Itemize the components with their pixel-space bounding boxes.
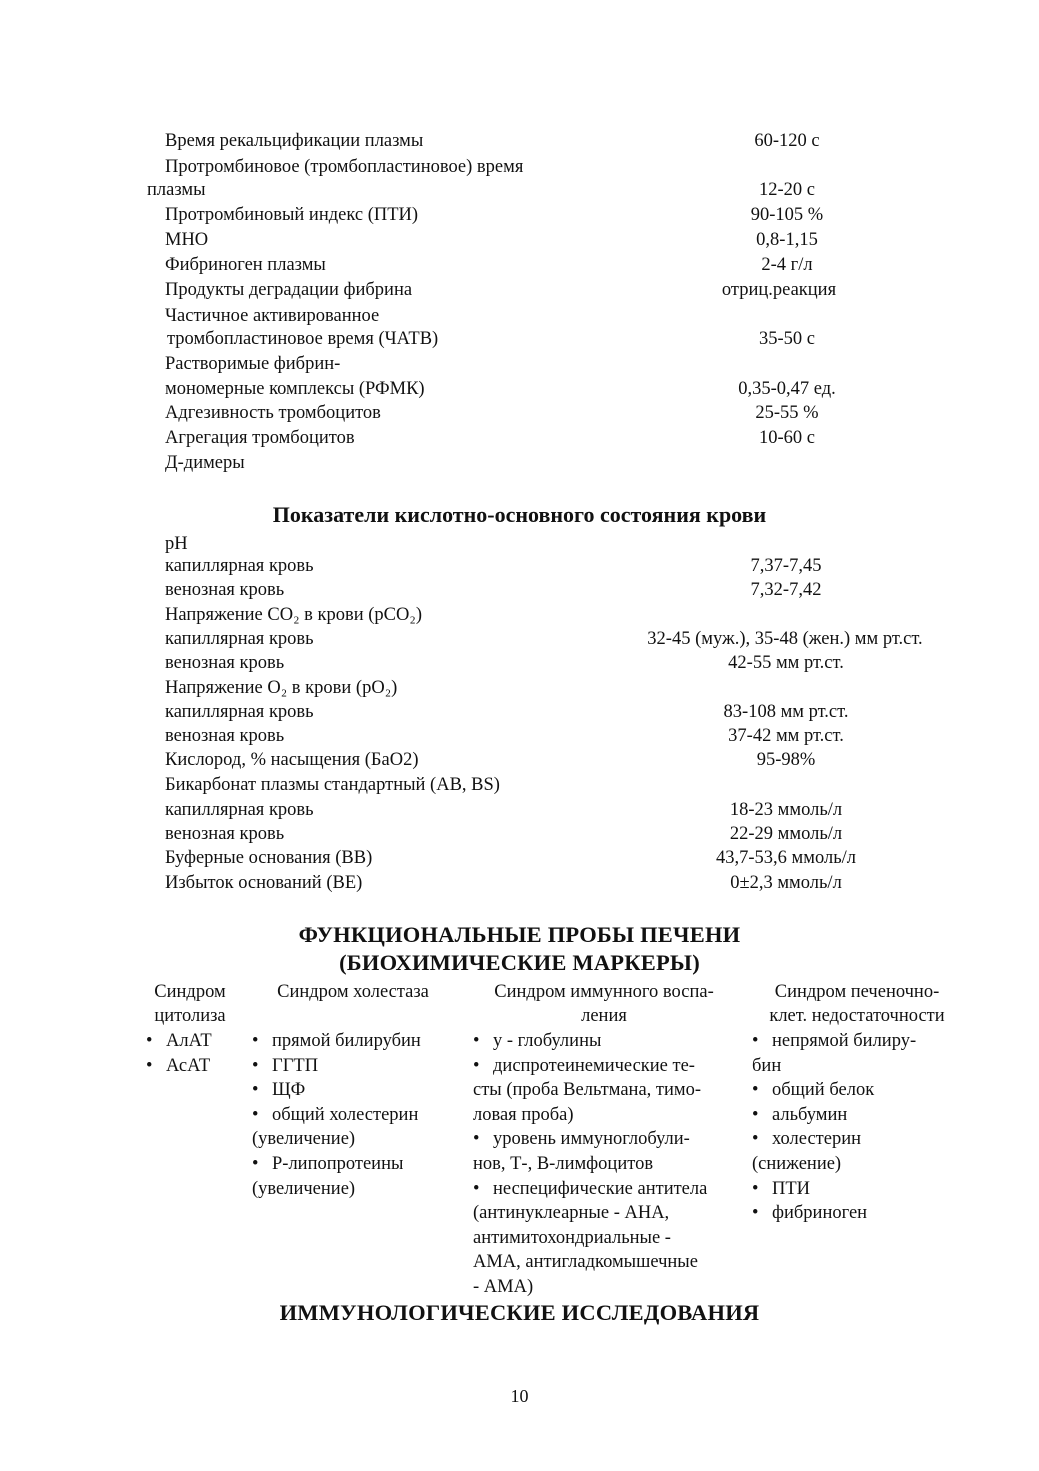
liver-column-header: Синдром иммунного воспа-	[494, 982, 714, 1002]
acid-row	[0, 651, 1039, 677]
liver-marker-text: холестерин	[772, 1129, 862, 1150]
acid-row	[0, 700, 1039, 726]
acid-label: капиллярная кровь	[165, 702, 314, 722]
coag-label: Адгезивность тромбоцитов	[165, 403, 381, 423]
liver-marker-item	[146, 1029, 212, 1054]
liver-marker-text: (увеличение)	[252, 1178, 356, 1199]
coag-label: Время рекальцификации плазмы	[165, 131, 424, 151]
acid-label: Кислород, % насыщения (БаО2)	[165, 750, 419, 770]
coag-row	[0, 327, 1039, 353]
bullet-icon: •	[752, 1203, 759, 1224]
liver-marker-item	[752, 1103, 847, 1128]
coag-label: тромбопластиновое время (ЧАТВ)	[167, 329, 439, 349]
liver-column-header: Синдром печеночно-	[774, 982, 940, 1002]
coag-label: мономерные комплексы (РФМК)	[165, 379, 425, 399]
acid-row	[0, 627, 1039, 653]
acid-label: венозная кровь	[165, 653, 285, 673]
bullet-icon: •	[252, 1055, 259, 1076]
bullet-icon: •	[146, 1031, 153, 1051]
liver-marker-item	[473, 1152, 653, 1177]
liver-marker-item	[473, 1250, 698, 1275]
liver-marker-text: сты (проба Вельтмана, тимо-	[473, 1080, 702, 1101]
coag-value: 90-105 %	[750, 205, 824, 225]
liver-column-header: клет. недостаточности	[769, 1006, 945, 1026]
acid-value: 18-23 ммоль/л	[729, 800, 843, 820]
liver-marker-item	[473, 1127, 690, 1152]
acid-label: венозная кровь	[165, 580, 285, 600]
liver-marker-text: АсАТ	[166, 1055, 211, 1076]
coag-label: Продукты деградации фибрина	[165, 280, 413, 300]
liver-marker-item	[252, 1029, 421, 1054]
liver-marker-text: ловая проба)	[473, 1104, 574, 1125]
acid-value: 37-42 мм рт.ст.	[728, 726, 844, 746]
acid-row	[0, 773, 1039, 799]
acid-base-heading: Показатели кислотно-основного состояния крови	[272, 502, 767, 527]
coag-label: Частичное активированное	[165, 306, 380, 326]
acid-label: Напряжение CO₂ в крови (pCO₂)	[165, 605, 422, 625]
liver-marker-text: фибриноген	[772, 1203, 868, 1224]
liver-marker-item	[252, 1127, 355, 1152]
acid-label: венозная кровь	[165, 824, 285, 844]
liver-marker-text: АлАТ	[166, 1031, 212, 1051]
acid-value: 83-108 мм рт.ст.	[723, 702, 849, 722]
coag-value: 12-20 с	[759, 180, 815, 200]
liver-marker-text: (снижение)	[752, 1154, 842, 1174]
acid-label: Бикарбонат плазмы стандартный (AB, BS)	[165, 775, 500, 795]
liver-marker-item	[752, 1054, 781, 1079]
liver-marker-item	[473, 1275, 533, 1300]
acid-value: 22-29 ммоль/л	[729, 824, 843, 844]
liver-marker-text: антимитохондриальные -	[473, 1227, 671, 1248]
acid-value: 42-55 мм рт.ст.	[728, 653, 844, 673]
liver-marker-item	[252, 1054, 318, 1079]
bullet-icon: •	[473, 1178, 480, 1199]
liver-marker-text: общий белок	[772, 1080, 875, 1101]
acid-row	[0, 578, 1039, 604]
acid-value: 7,32-7,42	[750, 580, 822, 600]
bullet-icon: •	[473, 1031, 480, 1051]
liver-heading-line1: ФУНКЦИОНАЛЬНЫЕ ПРОБЫ ПЕЧЕНИ	[298, 922, 741, 947]
liver-marker-text: диспротеинемические те-	[493, 1055, 695, 1076]
liver-marker-text: ГГТП	[272, 1055, 319, 1076]
liver-marker-text: (увеличение)	[252, 1129, 356, 1150]
coag-row	[0, 203, 1039, 229]
coag-row	[0, 426, 1039, 452]
coag-row	[0, 129, 1039, 155]
coag-label: МНО	[165, 230, 209, 250]
liver-marker-text: общий холестерин	[272, 1104, 419, 1125]
acid-value: 0±2,3 ммоль/л	[730, 873, 842, 893]
liver-marker-item	[752, 1152, 841, 1177]
coag-row	[0, 228, 1039, 254]
bullet-icon: •	[752, 1178, 759, 1199]
liver-marker-text: (антинуклеарные - АНА,	[473, 1203, 670, 1224]
acid-value: 43,7-53,6 ммоль/л	[716, 848, 856, 868]
coag-value: 0,8-1,15	[756, 230, 818, 250]
liver-marker-item	[752, 1201, 867, 1226]
liver-marker-item	[473, 1029, 601, 1054]
liver-column-header: Синдром холестаза	[277, 982, 429, 1002]
acid-value: 32-45 (муж.), 35-48 (жен.) мм рт.ст.	[647, 629, 923, 649]
acid-row	[0, 603, 1039, 629]
liver-marker-item	[752, 1177, 810, 1202]
liver-marker-item	[752, 1127, 861, 1152]
liver-marker-text: нов, Т-, В-лимфоцитов	[473, 1154, 654, 1174]
acid-value: 7,37-7,45	[750, 556, 822, 576]
liver-marker-text: прямой билирубин	[272, 1031, 421, 1051]
liver-marker-item	[252, 1078, 305, 1103]
bullet-icon: •	[752, 1104, 759, 1125]
bullet-icon: •	[752, 1080, 759, 1101]
page-number: 10	[510, 1386, 529, 1406]
acid-label: Буферные основания (ВВ)	[165, 848, 373, 868]
coag-label: Д-димеры	[165, 453, 245, 473]
liver-marker-item	[752, 1078, 874, 1103]
coag-value: 25-55 %	[755, 403, 819, 423]
liver-marker-text: АМА, антигладкомышечные	[473, 1252, 698, 1273]
coag-row	[0, 377, 1039, 403]
liver-marker-text: бин	[752, 1055, 782, 1076]
liver-marker-item	[473, 1054, 695, 1079]
liver-marker-item	[473, 1177, 707, 1202]
coag-row	[0, 178, 1039, 204]
liver-heading-line2: (БИОХИМИЧЕСКИЕ МАРКЕРЫ)	[339, 950, 700, 975]
liver-marker-text: уровень иммуноглобули-	[493, 1129, 690, 1150]
coag-value: отриц.реакция	[721, 280, 837, 300]
coag-label: Фибриноген плазмы	[165, 255, 326, 275]
bullet-icon: •	[252, 1031, 259, 1051]
coag-label: плазмы	[147, 180, 206, 200]
acid-label: венозная кровь	[165, 726, 285, 746]
liver-marker-text: - АМА)	[473, 1277, 534, 1297]
immunological-heading: ИММУНОЛОГИЧЕСКИЕ ИССЛЕДОВАНИЯ	[279, 1300, 760, 1325]
coag-row	[0, 451, 1039, 477]
acid-row	[0, 748, 1039, 774]
coag-label: Агрегация тромбоцитов	[165, 428, 355, 448]
bullet-icon: •	[752, 1129, 759, 1150]
coag-label: Протромбиновый индекс (ПТИ)	[165, 205, 419, 225]
liver-marker-text: ПТИ	[772, 1178, 811, 1199]
acid-row	[0, 676, 1039, 702]
liver-marker-item	[146, 1054, 210, 1079]
acid-label: Избыток оснований (ВЕ)	[165, 873, 363, 893]
acid-label: pH	[165, 534, 188, 554]
liver-marker-item	[473, 1103, 574, 1128]
bullet-icon: •	[146, 1055, 153, 1076]
acid-row	[0, 846, 1039, 872]
coag-value: 0,35-0,47 ед.	[738, 379, 836, 399]
acid-row	[0, 724, 1039, 750]
liver-marker-text: Р-липопротеины	[272, 1154, 404, 1174]
acid-label: Напряжение O₂ в крови (pO₂)	[165, 678, 398, 698]
bullet-icon: •	[752, 1031, 759, 1051]
liver-column-header: цитолиза	[154, 1006, 226, 1026]
coag-value: 2-4 г/л	[761, 255, 813, 275]
liver-marker-text: альбумин	[772, 1104, 848, 1125]
liver-marker-item	[473, 1226, 671, 1251]
acid-label: капиллярная кровь	[165, 556, 314, 576]
liver-marker-item	[252, 1103, 418, 1128]
coag-value: 60-120 с	[754, 131, 820, 151]
coag-label: Растворимые фибрин-	[165, 354, 341, 374]
acid-row	[0, 554, 1039, 580]
acid-row	[0, 822, 1039, 848]
liver-marker-item	[752, 1029, 916, 1054]
acid-row	[0, 871, 1039, 897]
acid-label: капиллярная кровь	[165, 629, 314, 649]
bullet-icon: •	[252, 1154, 259, 1174]
coag-row	[0, 278, 1039, 304]
coag-value: 10-60 с	[759, 428, 815, 448]
coag-label: Протромбиновое (тромбопластиновое) время	[165, 157, 524, 177]
bullet-icon: •	[252, 1104, 259, 1125]
bullet-icon: •	[473, 1055, 480, 1076]
coag-row	[0, 401, 1039, 427]
liver-marker-item	[473, 1201, 669, 1226]
acid-row	[0, 798, 1039, 824]
liver-column-header: ления	[581, 1006, 627, 1026]
acid-value: 95-98%	[756, 750, 816, 770]
liver-marker-item	[252, 1177, 355, 1202]
liver-column-header: Синдром	[154, 982, 226, 1002]
coag-row	[0, 352, 1039, 378]
liver-marker-text: неспецифические антитела	[493, 1178, 708, 1199]
coag-value: 35-50 с	[759, 329, 815, 349]
liver-marker-text: у - глобулины	[493, 1031, 602, 1051]
bullet-icon: •	[252, 1080, 259, 1101]
liver-marker-item	[252, 1152, 403, 1177]
liver-marker-item	[473, 1078, 701, 1103]
liver-marker-text: непрямой билиру-	[772, 1031, 917, 1051]
bullet-icon: •	[473, 1129, 480, 1150]
coag-row	[0, 253, 1039, 279]
liver-marker-text: ЩФ	[272, 1080, 306, 1101]
acid-label: капиллярная кровь	[165, 800, 314, 820]
